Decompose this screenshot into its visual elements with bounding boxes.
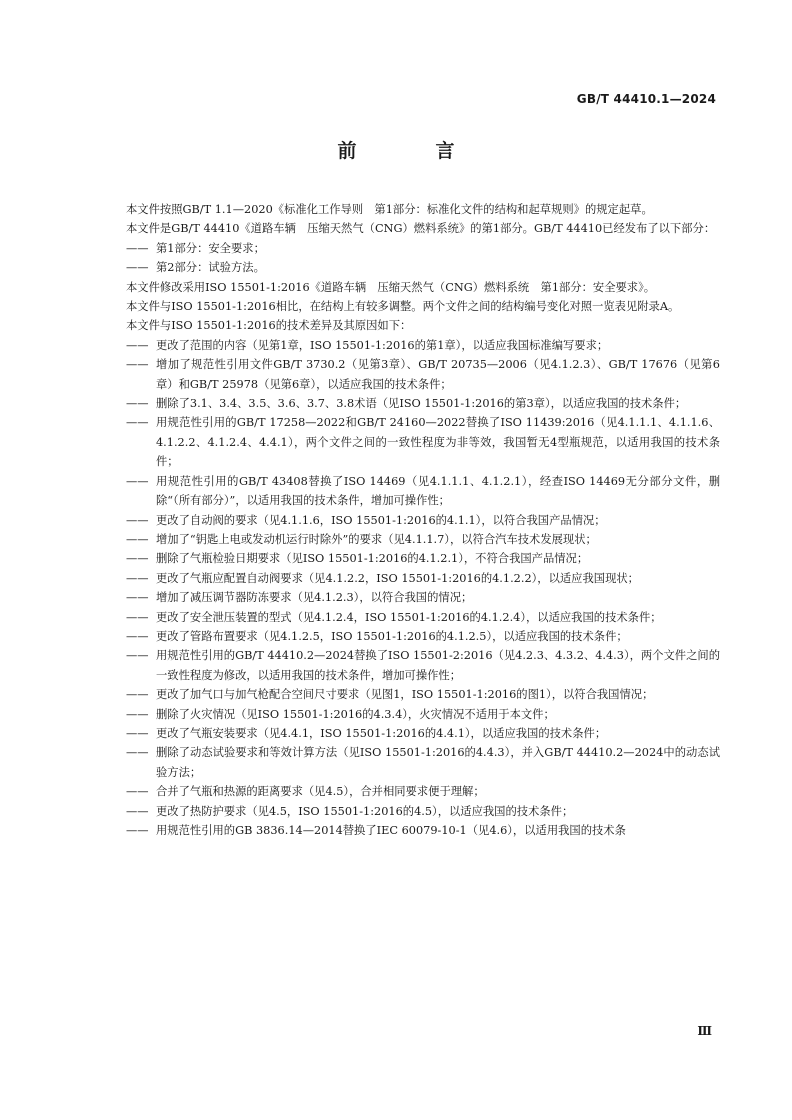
list-item-text: 更改了自动阀的要求（见4.1.1.6，ISO 15501-1:2016的4.1.1），以符合我国产品情况； [156, 513, 606, 527]
list-item [104, 685, 720, 704]
list-dash: —— [126, 629, 149, 643]
list-item-text: 删除了火灾情况（见ISO 15501-1:2016的4.3.4），火灾情况不适用于本文件； [156, 707, 555, 721]
list-item-text: 用规范性引用的GB/T 44410.2—2024替换了ISO 15501-2:2016（见4.2.3、4.3.2、4.4.3），两个文件之间的一致性程度为修改，以适用我国的技术条件，增加可操作性； [156, 649, 720, 682]
list-item [104, 530, 720, 549]
body-text [104, 200, 720, 840]
list-item-text: 用规范性引用的GB/T 43408替换了ISO 14469（见4.1.1.1、4.1.2.1），经查ISO 14469无分部分文件，删除“（所有部分）”，以适用我国的技术条件，增加可操作性； [156, 474, 720, 508]
list-item [104, 511, 720, 530]
list-item [104, 608, 720, 627]
list-item-text: 增加了“钥匙上电或发动机运行时除外”的要求（见4.1.1.7），以符合汽车技术发展现状； [156, 532, 597, 546]
list-dash: —— [126, 474, 149, 488]
page-title: 前 言 [337, 140, 485, 162]
list-dash: —— [126, 397, 149, 411]
list-dash: —— [126, 746, 149, 760]
list-item [104, 549, 720, 568]
list-item [104, 258, 720, 277]
list-dash: —— [126, 513, 149, 527]
list-item-text: 增加了规范性引用文件GB/T 3730.2（见第3章）、GB/T 20735—2006（见4.1.2.3）、GB/T 17676（见第6章）和GB/T 25978（见第6章），以适应我国的技术条件； [156, 358, 720, 391]
list-item-text: 用规范性引用的GB/T 17258—2022和GB/T 24160—2022替换了ISO 11439:2016（见4.1.1.1、4.1.1.6、4.1.2.2、4.1.2.4、4.4.1），两个文件之间的一致性程度为非等效，我国暂无4型瓶规范，以适用我国的技术条件； [156, 416, 720, 469]
list-item-text: 第2部分：试验方法。 [156, 261, 265, 275]
list-item [104, 646, 720, 685]
document-code: GB/T 44410.1—2024 [576, 92, 716, 106]
list-item [104, 821, 720, 840]
list-dash: —— [126, 591, 149, 605]
list-item [104, 705, 720, 724]
list-dash: —— [126, 610, 149, 624]
list-item-text: 更改了安全泄压装置的型式（见4.1.2.4，ISO 15501-1:2016的4.1.2.4），以适应我国的技术条件； [156, 610, 662, 624]
list-item-text: 删除了3.1、3.4、3.5、3.6、3.7、3.8术语（见ISO 15501-1:2016的第3章），以适应我国的技术条件； [156, 397, 687, 411]
list-dash: —— [126, 241, 149, 255]
list-dash: —— [126, 707, 149, 721]
list-item-text: 第1部分：安全要求； [156, 241, 265, 255]
list-item [104, 802, 720, 821]
list-dash: —— [126, 726, 149, 740]
list-item [104, 588, 720, 607]
list-item [104, 239, 720, 258]
paragraph: 本文件是GB/T 44410《道路车辆 压缩天然气（CNG）燃料系统》的第1部分。GB/T 44410已经发布了以下部分： [126, 222, 716, 236]
list-dash: —— [126, 804, 149, 818]
list-item-text: 更改了热防护要求（见4.5，ISO 15501-1:2016的4.5），以适应我国的技术条件； [156, 804, 574, 818]
list-item-text: 更改了范围的内容（见第1章，ISO 15501-1:2016的第1章），以适应我国标准编写要求； [156, 338, 609, 352]
list-item [104, 394, 720, 413]
list-item-text: 更改了气瓶应配置自动阀要求（见4.1.2.2，ISO 15501-1:2016的4.1.2.2），以适应我国现状； [156, 571, 639, 585]
list-item [104, 336, 720, 355]
list-dash: —— [126, 358, 149, 372]
list-dash: —— [126, 552, 149, 566]
page-number: Ⅲ [697, 1024, 712, 1038]
list-item-text: 更改了管路布置要求（见4.1.2.5，ISO 15501-1:2016的4.1.2.5），以适应我国的技术条件； [156, 629, 628, 643]
list-dash: —— [126, 261, 149, 275]
list-item [104, 569, 720, 588]
list-dash: —— [126, 532, 149, 546]
list-item-text: 更改了气瓶安装要求（见4.4.1，ISO 15501-1:2016的4.4.1），以适应我国的技术条件； [156, 726, 607, 740]
paragraph: 本文件与ISO 15501-1:2016相比，在结构上有较多调整。两个文件之间的结构编号变化对照一览表见附录A。 [126, 300, 680, 314]
list-item-text: 合并了气瓶和热源的距离要求（见4.5），合并相同要求便于理解； [156, 785, 485, 799]
list-dash: —— [126, 824, 149, 837]
paragraph: 本文件按照GB/T 1.1—2020《标准化工作导则 第1部分：标准化文件的结构和起草规则》的规定起草。 [126, 203, 653, 216]
list-item [104, 782, 720, 801]
paragraph: 本文件修改采用ISO 15501-1:2016《道路车辆 压缩天然气（CNG）燃料系统 第1部分：安全要求》。 [126, 280, 656, 294]
list-item [104, 724, 720, 743]
list-item [104, 743, 720, 782]
list-item [104, 627, 720, 646]
list-item-text: 更改了加气口与加气枪配合空间尺寸要求（见图1，ISO 15501-1:2016的图1），以符合我国情况； [156, 688, 654, 702]
list-item [104, 472, 720, 511]
list-item-text: 用规范性引用的GB 3836.14—2014替换了IEC 60079-10-1（见4.6），以适用我国的技术条 [156, 824, 626, 837]
list-dash: —— [126, 571, 149, 585]
list-dash: —— [126, 338, 149, 352]
list-item-text: 增加了减压调节器防冻要求（见4.1.2.3），以符合我国的情况； [156, 591, 473, 605]
list-item [104, 413, 720, 471]
list-item-text: 删除了动态试验要求和等效计算方法（见ISO 15501-1:2016的4.4.3），并入GB/T 44410.2—2024中的动态试验方法； [156, 746, 720, 779]
list-item [104, 355, 720, 394]
paragraph: 本文件与ISO 15501-1:2016的技术差异及其原因如下： [126, 319, 412, 333]
list-dash: —— [126, 416, 149, 430]
list-dash: —— [126, 785, 149, 799]
list-item-text: 删除了气瓶检验日期要求（见ISO 15501-1:2016的4.1.2.1），不符合我国产品情况； [156, 552, 589, 566]
list-dash: —— [126, 649, 149, 663]
list-dash: —— [126, 688, 149, 702]
